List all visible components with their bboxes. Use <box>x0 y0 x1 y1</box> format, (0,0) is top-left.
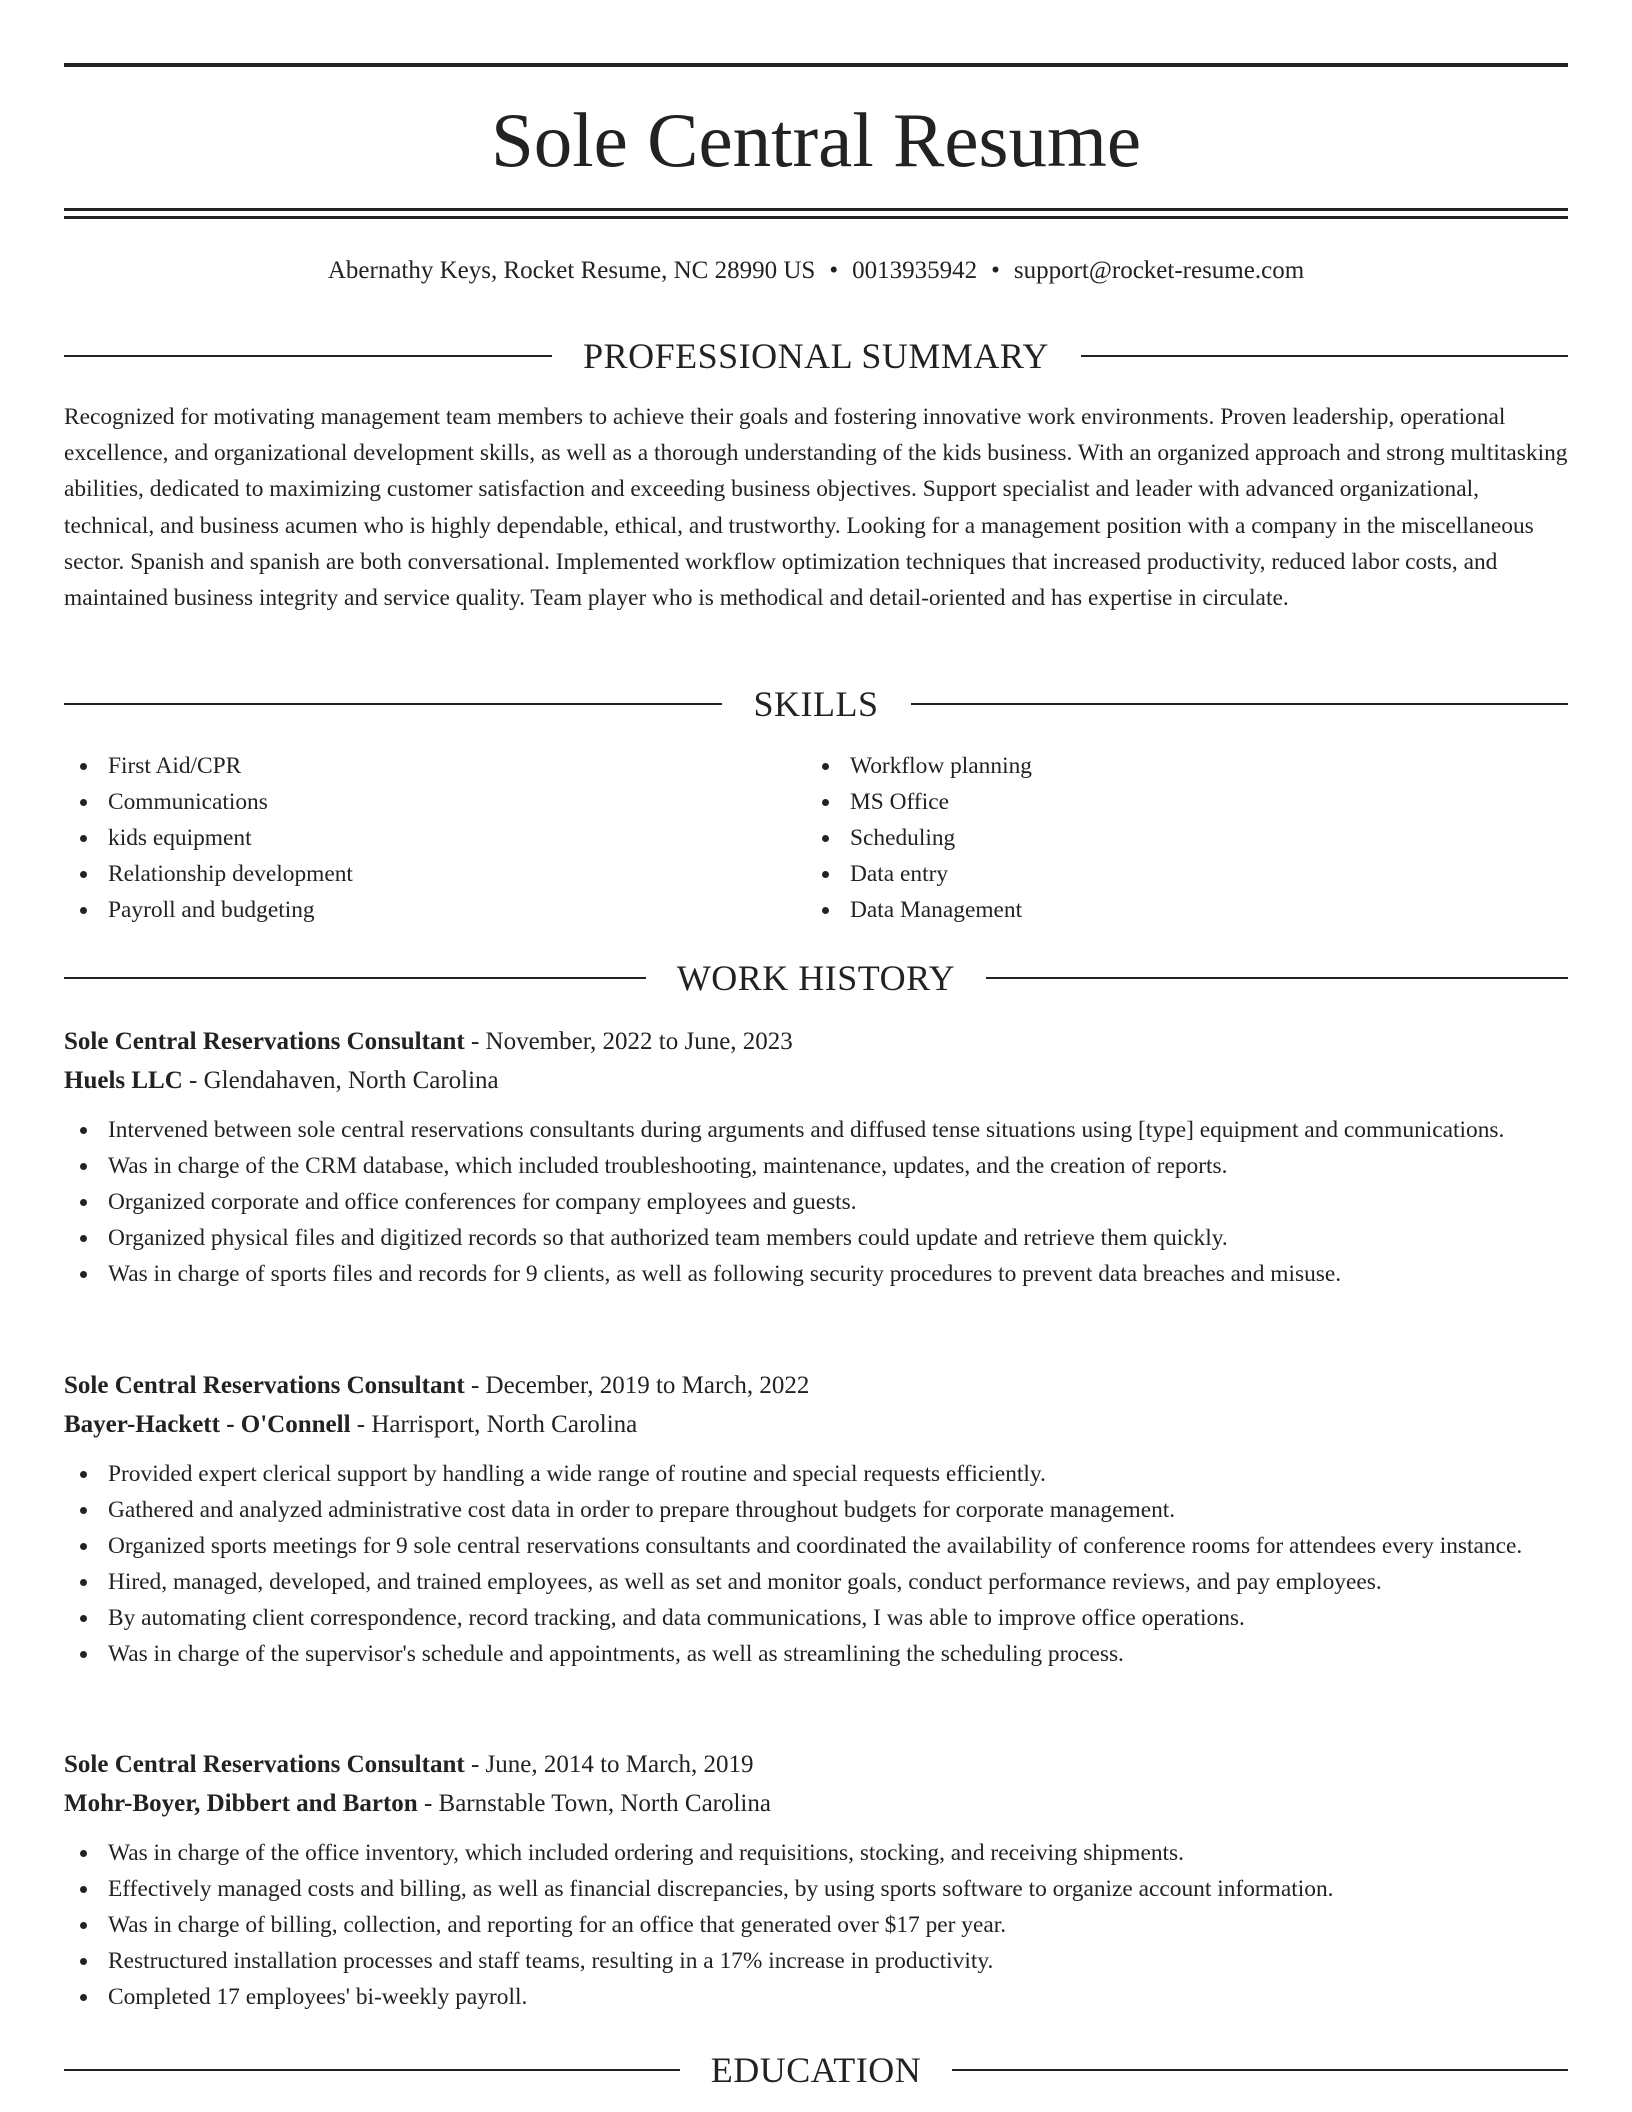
job-title-line <box>64 1022 1568 1061</box>
section-header-summary <box>64 334 1568 378</box>
job-bullets <box>64 1456 1568 1672</box>
job-company: Bayer-Hackett - O'Connell <box>64 1411 351 1438</box>
skill-item: First Aid/CPR <box>64 748 804 784</box>
contact-address: Abernathy Keys, Rocket Resume, NC 28990 US <box>327 257 816 284</box>
job-bullets <box>64 1835 1568 2015</box>
job-bullet: By automating client correspondence, record tracking, and data communications, I was able to improve office operations. <box>64 1600 1568 1636</box>
job-bullet: Provided expert clerical support by handling a wide range of routine and special requests efficiently. <box>64 1456 1568 1492</box>
skills-list-left <box>64 748 804 928</box>
job-title: Sole Central Reservations Consultant <box>64 1751 465 1778</box>
job-title: Sole Central Reservations Consultant <box>64 1372 465 1399</box>
skill-item: kids equipment <box>64 820 804 856</box>
job-location: - Glendahaven, North Carolina <box>189 1067 499 1094</box>
skill-item: Scheduling <box>806 820 1546 856</box>
contact-email[interactable]: support@rocket-resume.com <box>1013 257 1305 284</box>
contact-separator: • <box>829 257 839 284</box>
section-header-skills <box>64 682 1568 726</box>
job-location: - Barnstable Town, North Carolina <box>423 1790 771 1817</box>
skill-item: MS Office <box>806 784 1546 820</box>
skill-item: Communications <box>64 784 804 820</box>
job-company: Mohr-Boyer, Dibbert and Barton <box>64 1790 418 1817</box>
job-title: Sole Central Reservations Consultant <box>64 1028 465 1055</box>
job-bullet: Was in charge of sports files and records for 9 clients, as well as following security procedures to prevent data breaches and misuse. <box>64 1256 1568 1292</box>
job-entry <box>64 1366 1568 1672</box>
job-company-line <box>64 1405 1568 1444</box>
job-entry <box>64 1022 1568 1292</box>
title-double-rule-lower <box>64 216 1568 219</box>
resume-title: Sole Central Resume <box>490 97 1142 183</box>
job-bullet: Hired, managed, developed, and trained employees, as well as set and monitor goals, conduct performance reviews, and pay employees. <box>64 1564 1568 1600</box>
job-location: - Harrisport, North Carolina <box>356 1411 638 1438</box>
section-header-education <box>64 2048 1568 2092</box>
skill-item: Workflow planning <box>806 748 1546 784</box>
job-dates: - June, 2014 to March, 2019 <box>470 1751 754 1778</box>
job-bullet: Organized physical files and digitized records so that authorized team members could update and retrieve them quickly. <box>64 1220 1568 1256</box>
job-dates: - November, 2022 to June, 2023 <box>470 1028 793 1055</box>
skill-item: Payroll and budgeting <box>64 892 804 928</box>
title-double-rule-upper <box>64 208 1568 211</box>
contact-separator: • <box>991 257 1000 284</box>
job-company-line <box>64 1784 1568 1823</box>
job-bullet: Was in charge of the office inventory, which included ordering and requisitions, stocking, and receiving shipments. <box>64 1835 1568 1871</box>
job-bullet: Was in charge of billing, collection, and reporting for an office that generated over $17 per year. <box>64 1907 1568 1943</box>
job-bullet: Completed 17 employees' bi-weekly payroll. <box>64 1979 1568 2015</box>
job-bullet: Organized sports meetings for 9 sole central reservations consultants and coordinated the availability of conference rooms for attendees every instance. <box>64 1528 1568 1564</box>
job-title-line <box>64 1366 1568 1405</box>
skill-item: Data Management <box>806 892 1546 928</box>
job-bullet: Gathered and analyzed administrative cost data in order to prepare throughout budgets for corporate management. <box>64 1492 1568 1528</box>
job-bullet: Effectively managed costs and billing, as well as financial discrepancies, by using sports software to organize account information. <box>64 1871 1568 1907</box>
skill-item: Data entry <box>806 856 1546 892</box>
section-title: PROFESSIONAL SUMMARY <box>583 336 1049 376</box>
job-bullet: Intervened between sole central reservations consultants during arguments and diffused tense situations using [type] equipment and communications. <box>64 1112 1568 1148</box>
contact-line <box>64 255 1568 287</box>
top-rule <box>64 63 1568 67</box>
section-header-work <box>64 956 1568 1000</box>
job-bullet: Restructured installation processes and staff teams, resulting in a 17% increase in productivity. <box>64 1943 1568 1979</box>
section-title: SKILLS <box>753 684 879 724</box>
job-bullet: Was in charge of the CRM database, which included troubleshooting, maintenance, updates, and the creation of reports. <box>64 1148 1568 1184</box>
job-bullet: Organized corporate and office conferences for company employees and guests. <box>64 1184 1568 1220</box>
summary-text: Recognized for motivating management team members to achieve their goals and fostering innovative work environments. Proven leadership, operational excellence, and organizational development skills, as well as a thorough understanding of the kids business. With an organized approach and strong multitasking abilities, dedicated to maximizing customer satisfaction and exceeding business objectives. Support specialist and leader with advanced organizational, technical, and business acumen who is highly dependable, ethical, and trustworthy. Looking for a management position with a company in the miscellaneous sector. Spanish and spanish are both conversational. Implemented workflow optimization techniques that increased productivity, reduced labor costs, and maintained business integrity and service quality. Team player who is methodical and detail-oriented and has expertise in circulate. <box>64 404 1568 612</box>
job-entry <box>64 1745 1568 2015</box>
skills-list-right <box>806 748 1546 928</box>
job-dates: - December, 2019 to March, 2022 <box>470 1372 810 1399</box>
section-title: EDUCATION <box>710 2050 922 2090</box>
contact-phone: 0013935942 <box>852 257 978 284</box>
job-bullets <box>64 1112 1568 1292</box>
section-title: WORK HISTORY <box>676 958 956 998</box>
job-company: Huels LLC <box>64 1067 183 1094</box>
job-title-line <box>64 1745 1568 1784</box>
job-company-line <box>64 1061 1568 1100</box>
job-bullet: Was in charge of the supervisor's schedule and appointments, as well as streamlining the scheduling process. <box>64 1636 1568 1672</box>
skill-item: Relationship development <box>64 856 804 892</box>
